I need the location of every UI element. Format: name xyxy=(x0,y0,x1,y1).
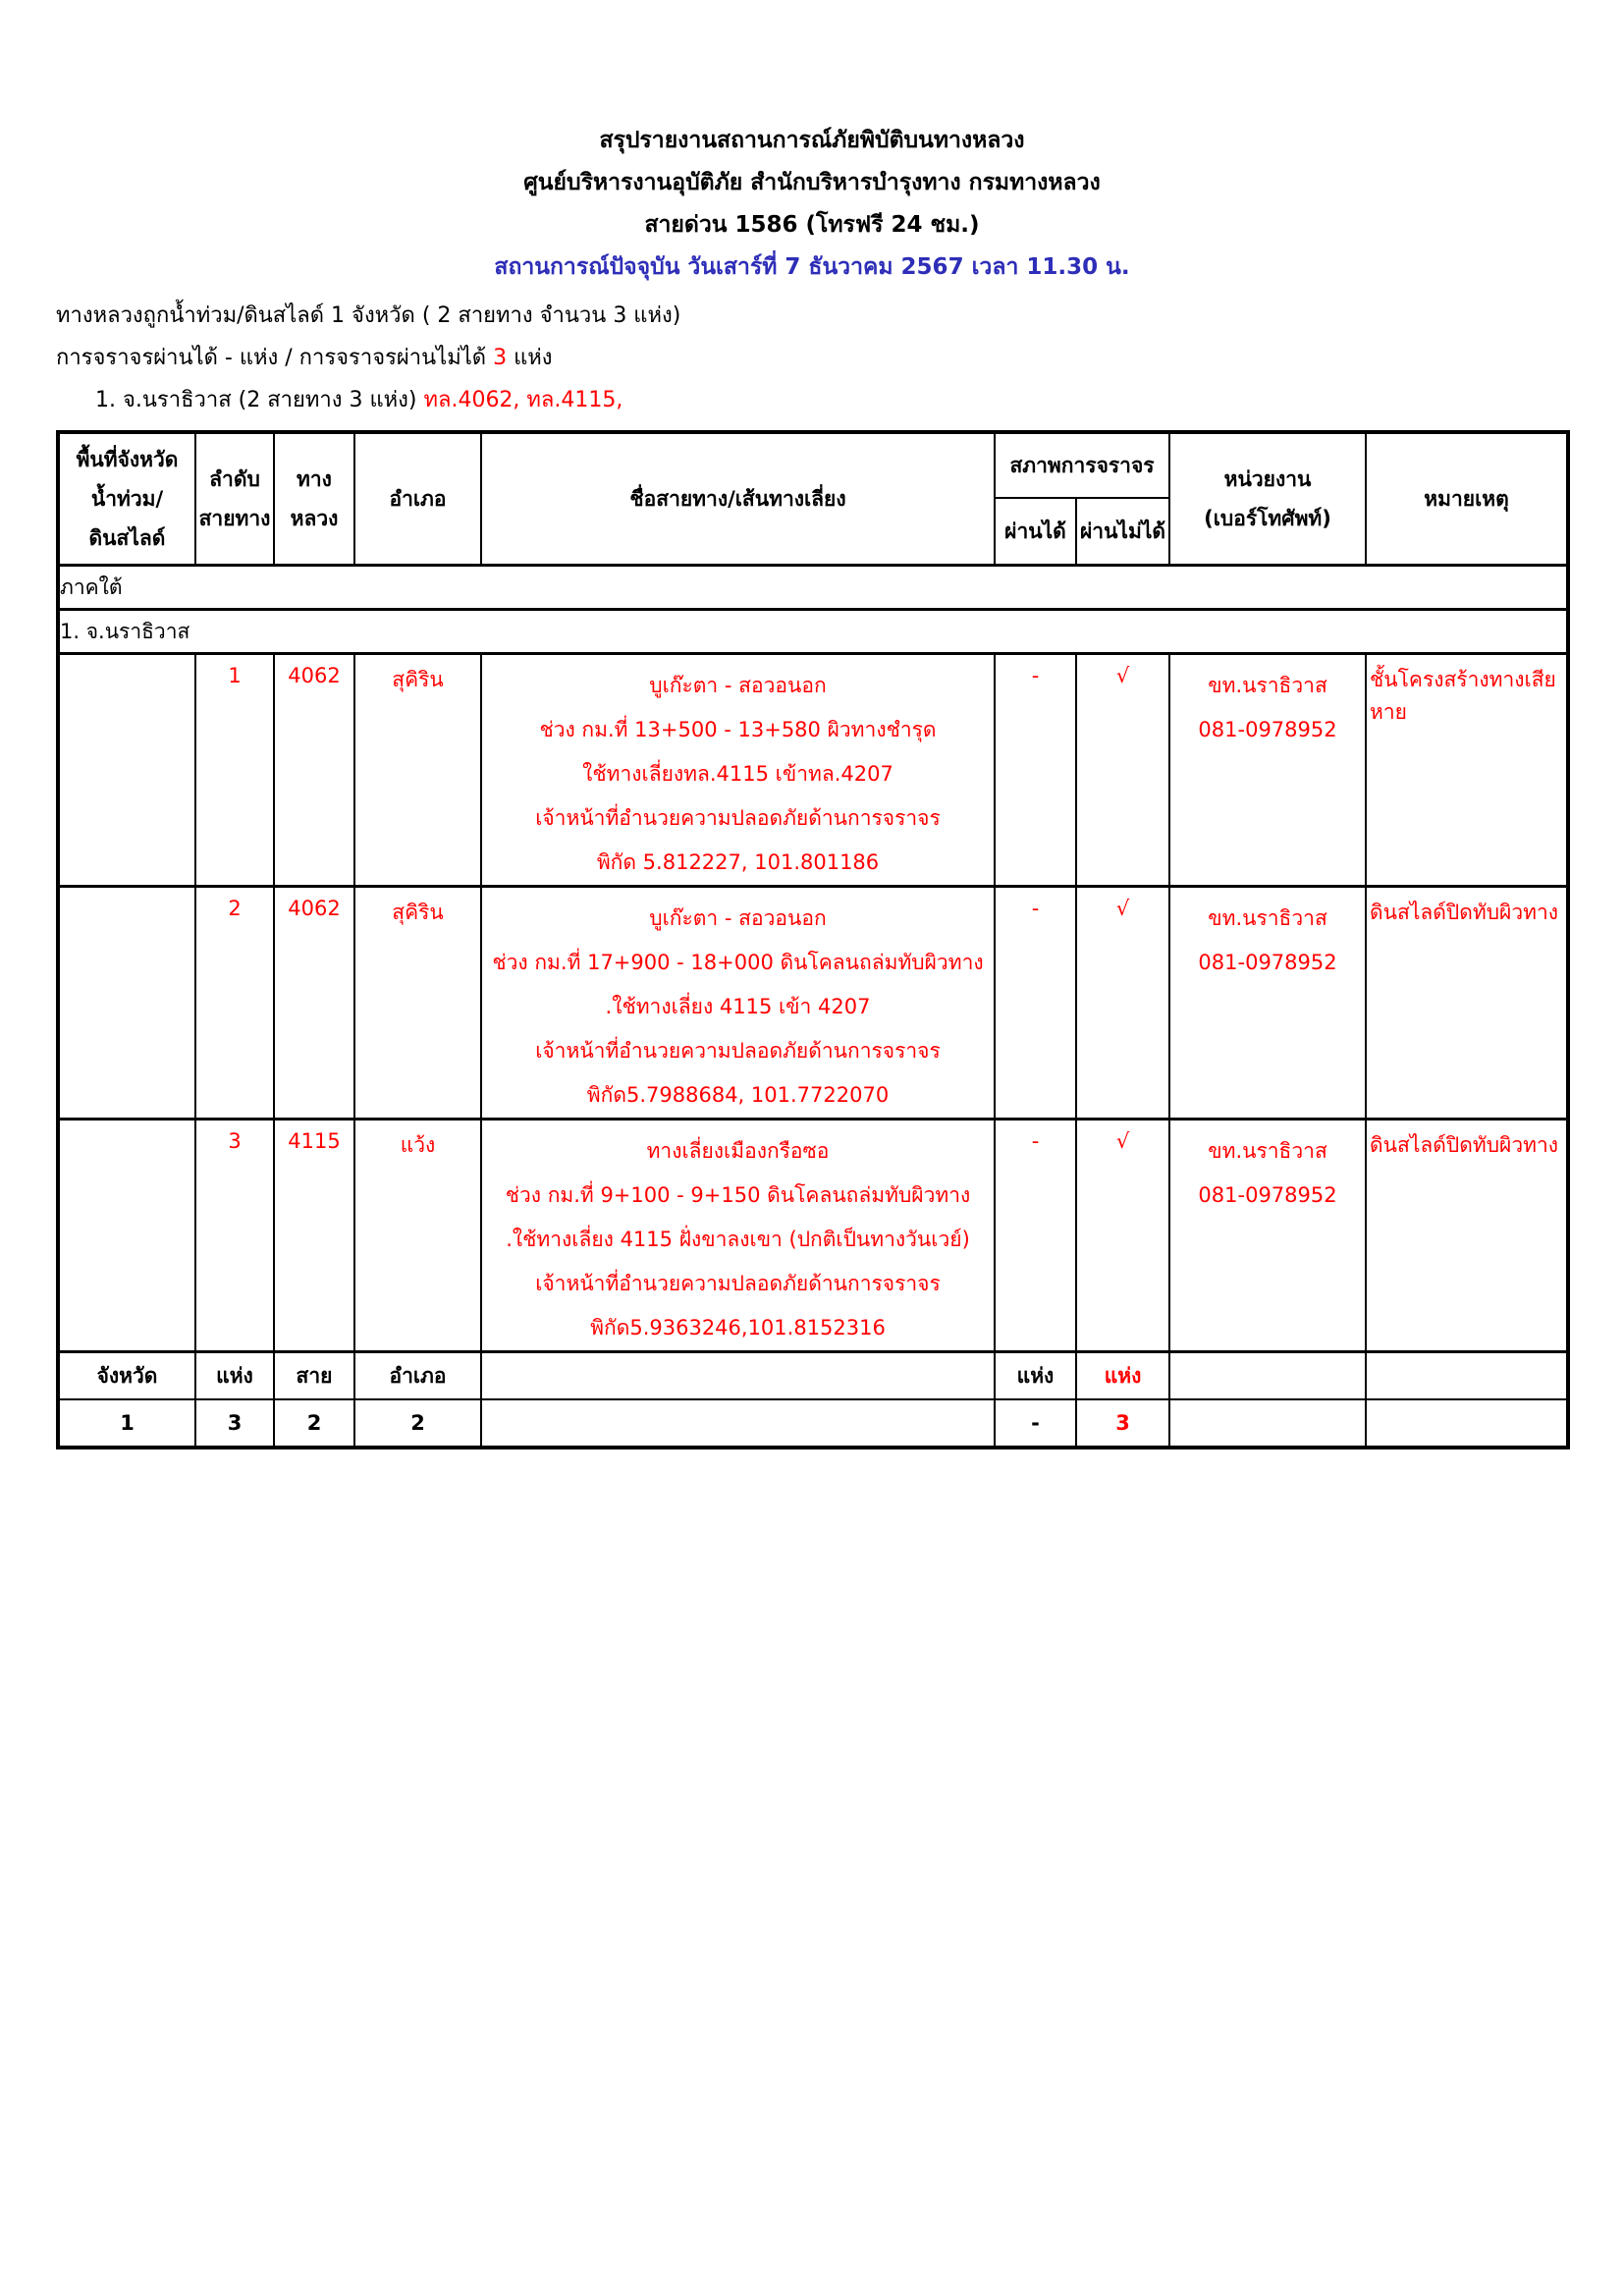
row2-passable: - xyxy=(995,887,1076,1120)
row2-officers: เจ้าหน้าที่อำนวยความปลอดภัยด้านการจราจร xyxy=(535,1039,941,1063)
section-province-label: 1. จ.นราธิวาส xyxy=(58,610,1568,654)
summary-label-row xyxy=(58,1352,1568,1400)
summary-label-passable: แห่ง xyxy=(995,1352,1076,1400)
row2-km-range: ช่วง กม.ที่ 17+900 - 18+000 ดินโคลนถล่มทับผิวทาง xyxy=(492,951,984,974)
section-row-region xyxy=(58,566,1568,610)
col-header-traffic: สภาพการจราจร xyxy=(995,432,1169,498)
row1-area-cell xyxy=(58,654,195,887)
row3-not-passable-check: √ xyxy=(1076,1120,1169,1352)
row3-agency: ขท.นราธิวาส xyxy=(1208,1139,1327,1163)
table-row-2 xyxy=(58,887,1568,1120)
summary-value-remark-spacer xyxy=(1366,1399,1568,1448)
header-row-top xyxy=(58,432,1568,498)
col-header-route xyxy=(274,432,354,566)
summary-label-remark-spacer xyxy=(1366,1352,1568,1400)
section-row-province xyxy=(58,610,1568,654)
row2-seq: 2 xyxy=(195,887,274,1120)
row2-route: 4062 xyxy=(274,887,354,1120)
intro-summary-line: ทางหลวงถูกน้ำท่วม/ดินสไลด์ 1 จังหวัด ( 2 สายทาง จำนวน 3 แห่ง) xyxy=(56,303,681,328)
intro-traffic-count: 3 xyxy=(493,346,508,370)
row1-route: 4062 xyxy=(274,654,354,887)
row2-phone: 081-0978952 xyxy=(1198,951,1337,974)
col-header-remark: หมายเหตุ xyxy=(1366,432,1568,566)
row1-route-description xyxy=(481,654,995,887)
intro-traffic-line xyxy=(56,337,1624,379)
row3-passable: - xyxy=(995,1120,1076,1352)
row3-route-name: ทางเลี่ยงเมืองกรือซอ xyxy=(646,1139,830,1163)
row1-agency-cell xyxy=(1169,654,1366,887)
row3-phone: 081-0978952 xyxy=(1198,1183,1337,1207)
col-header-district: อำเภอ xyxy=(354,432,481,566)
row3-coordinates: พิกัด5.9363246,101.8152316 xyxy=(590,1316,886,1339)
row3-district: แว้ง xyxy=(354,1120,481,1352)
col-header-area-line1: พื้นที่จังหวัด xyxy=(76,448,179,471)
row2-detour: .ใช้ทางเลี่ยง 4115 เข้า 4207 xyxy=(605,995,871,1018)
summary-value-places: 3 xyxy=(195,1399,274,1448)
row1-route-name: บูเก๊ะตา - สอวอนอก xyxy=(649,674,827,697)
col-header-passable: ผ่านได้ xyxy=(995,498,1076,566)
row1-remark: ชั้นโครงสร้างทางเสียหาย xyxy=(1366,654,1568,887)
summary-value-agency-spacer xyxy=(1169,1399,1366,1448)
report-header xyxy=(0,0,1624,289)
col-header-route-line2: หลวง xyxy=(290,507,339,530)
col-header-area-line2: น้ำท่วม/ xyxy=(90,487,164,511)
row3-detour: .ใช้ทางเลี่ยง 4115 ฝั่งขาลงเขา (ปกติเป็นทางวันเวย์) xyxy=(506,1228,970,1251)
row1-not-passable-check: √ xyxy=(1076,654,1169,887)
row1-district: สุคิริน xyxy=(354,654,481,887)
col-header-area-line3: ดินสไลด์ xyxy=(88,526,166,550)
col-header-area xyxy=(58,432,195,566)
summary-label-places: แห่ง xyxy=(195,1352,274,1400)
row2-agency: ขท.นราธิวาส xyxy=(1208,906,1327,930)
row2-coordinates: พิกัด5.7988684, 101.7722070 xyxy=(586,1083,890,1107)
row3-seq: 3 xyxy=(195,1120,274,1352)
row1-km-range: ช่วง กม.ที่ 13+500 - 13+580 ผิวทางชำรุด xyxy=(539,718,937,741)
row3-route-description xyxy=(481,1120,995,1352)
summary-label-routes: สาย xyxy=(274,1352,354,1400)
col-header-seq xyxy=(195,432,274,566)
summary-value-row xyxy=(58,1399,1568,1448)
col-header-agency-line1: หน่วยงาน xyxy=(1223,467,1312,491)
row2-district: สุคิริน xyxy=(354,887,481,1120)
row3-agency-cell xyxy=(1169,1120,1366,1352)
summary-label-not-passable: แห่ง xyxy=(1076,1352,1169,1400)
intro-province-routes: ทล.4062, ทล.4115, xyxy=(423,388,623,412)
intro-province-line xyxy=(56,379,1624,421)
summary-value-districts: 2 xyxy=(354,1399,481,1448)
summary-label-spacer xyxy=(481,1352,995,1400)
summary-value-province: 1 xyxy=(58,1399,195,1448)
summary-label-agency-spacer xyxy=(1169,1352,1366,1400)
col-header-seq-line1: ลำดับ xyxy=(209,467,260,491)
row3-remark: ดินสไลด์ปิดทับผิวทาง xyxy=(1366,1120,1568,1352)
row2-route-description xyxy=(481,887,995,1120)
row2-agency-cell xyxy=(1169,887,1366,1120)
row2-route-name: บูเก๊ะตา - สอวอนอก xyxy=(649,906,827,930)
report-org: ศูนย์บริหารงานอุบัติภัย สำนักบริหารบำรุงทาง กรมทางหลวง xyxy=(523,170,1101,195)
row1-agency: ขท.นราธิวาส xyxy=(1208,674,1327,697)
row3-route: 4115 xyxy=(274,1120,354,1352)
row2-not-passable-check: √ xyxy=(1076,887,1169,1120)
col-header-agency xyxy=(1169,432,1366,566)
row3-officers: เจ้าหน้าที่อำนวยความปลอดภัยด้านการจราจร xyxy=(535,1272,941,1295)
intro-traffic-suffix: แห่ง xyxy=(507,346,553,370)
col-header-seq-line2: สายทาง xyxy=(198,507,271,530)
row1-phone: 081-0978952 xyxy=(1198,718,1337,741)
report-status-datetime: สถานการณ์ปัจจุบัน วันเสาร์ที่ 7 ธันวาคม 2567 เวลา 11.30 น. xyxy=(494,254,1130,280)
summary-value-routes: 2 xyxy=(274,1399,354,1448)
intro-province-prefix: 1. จ.นราธิวาส (2 สายทาง 3 แห่ง) xyxy=(95,388,424,412)
row2-remark: ดินสไลด์ปิดทับผิวทาง xyxy=(1366,887,1568,1120)
intro-block xyxy=(0,295,1624,421)
summary-label-province: จังหวัด xyxy=(58,1352,195,1400)
col-header-name: ชื่อสายทาง/เส้นทางเลี่ยง xyxy=(481,432,995,566)
summary-value-passable: - xyxy=(995,1399,1076,1448)
summary-value-spacer xyxy=(481,1399,995,1448)
col-header-agency-line2: (เบอร์โทศัพท์) xyxy=(1204,507,1331,530)
col-header-route-line1: ทาง xyxy=(297,467,332,491)
row1-seq: 1 xyxy=(195,654,274,887)
col-header-not-passable: ผ่านไม่ได้ xyxy=(1076,498,1169,566)
intro-traffic-prefix: การจราจรผ่านได้ - แห่ง / การจราจรผ่านไม่ได้ xyxy=(56,346,494,370)
row1-detour: ใช้ทางเลี่ยงทล.4115 เข้าทล.4207 xyxy=(582,762,893,786)
row3-area-cell xyxy=(58,1120,195,1352)
summary-label-districts: อำเภอ xyxy=(354,1352,481,1400)
summary-value-not-passable: 3 xyxy=(1076,1399,1169,1448)
row1-officers: เจ้าหน้าที่อำนวยความปลอดภัยด้านการจราจร xyxy=(535,806,941,830)
table-row-1 xyxy=(58,654,1568,887)
row2-area-cell xyxy=(58,887,195,1120)
report-hotline: สายด่วน 1586 (โทรฟรี 24 ชม.) xyxy=(644,212,980,238)
table-row-3 xyxy=(58,1120,1568,1352)
row1-passable: - xyxy=(995,654,1076,887)
row3-km-range: ช่วง กม.ที่ 9+100 - 9+150 ดินโคลนถล่มทับผิวทาง xyxy=(505,1183,971,1207)
disaster-report-table xyxy=(56,430,1570,1449)
section-region-label: ภาคใต้ xyxy=(58,566,1568,610)
row1-coordinates: พิกัด 5.812227, 101.801186 xyxy=(596,850,880,874)
report-title: สรุปรายงานสถานการณ์ภัยพิบัติบนทางหลวง xyxy=(599,128,1025,153)
